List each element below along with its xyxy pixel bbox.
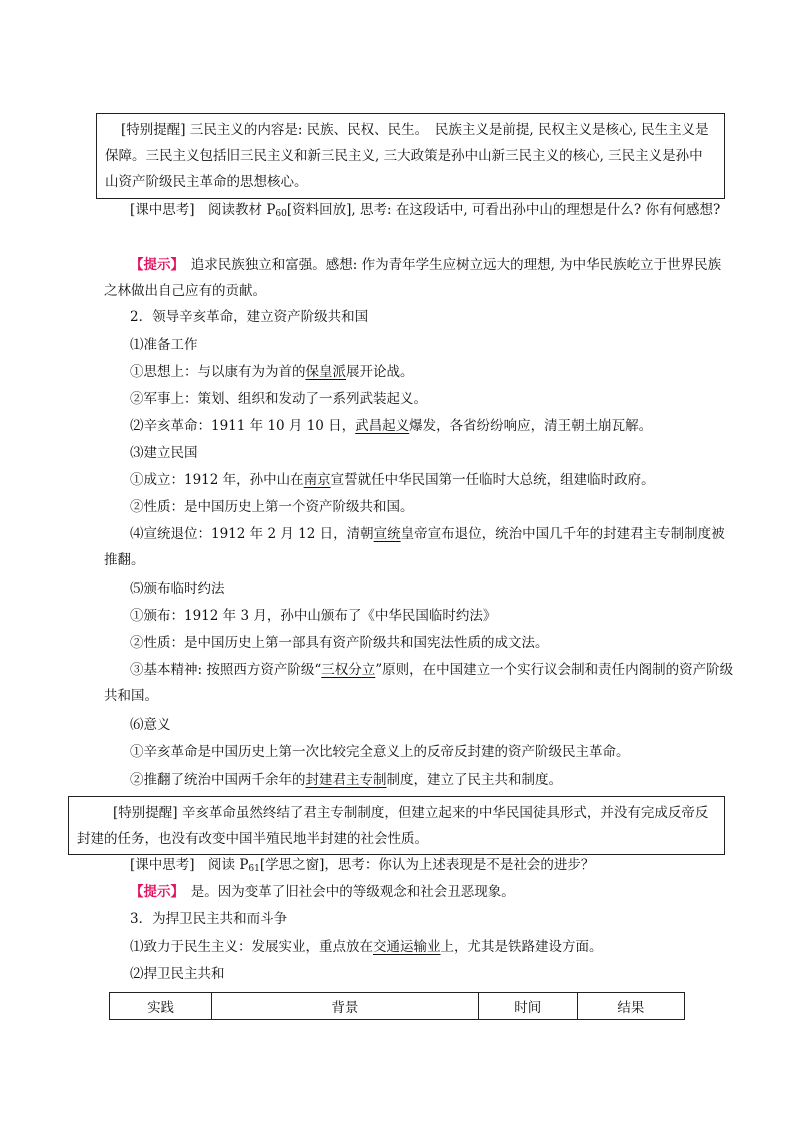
s2-p6: ⑹意义 [130, 717, 171, 733]
s2-p1a: ①思想上：与以康有为为首的保皇派展开论战。 [130, 364, 414, 380]
hint-tag: 【提示】 [130, 257, 178, 273]
s2-p3: ⑶建立民国 [130, 445, 198, 461]
s3-p2: ⑵捍卫民主共和 [130, 966, 225, 982]
class-thinking-2: [课中思考] 阅读 $P_{61}$[学思之窗]，思考：你认为上述表现是不是社会的进步？ [130, 857, 595, 874]
table-header-result: 结果 [577, 993, 684, 1020]
s2-p5: ⑸颁布临时约法 [130, 581, 225, 597]
special-note-text: 三民主义的内容是: 民族、民权、民生。 民族主义是前提, 民权主义是核心, 民生主义是保障。三民主义包括旧三民主义和新三民主义, 三大政策是孙中山新三民主义的核心, 三民主义是孙中山资产阶级民主革命的思想核心。 [105, 122, 709, 190]
s2-p2: ⑵辛亥革命：1911 年 10 月 10 日，武昌起义爆发，各省纷纷响应，清王朝土崩瓦解。 [130, 418, 653, 434]
hint-tag-2: 【提示】 [130, 884, 178, 900]
special-note-box-2 [68, 796, 725, 855]
table-header-practice: 实践 [110, 993, 212, 1020]
s2-p4: ⑷宣统退位：1912 年 2 月 12 日，清朝宣统皇帝宣布退位，统治中国几千年的封建君主专制制度被推翻。 [104, 526, 725, 568]
class-thinking-1: [课中思考] 阅读教材 $P_{60}$[资料回放], 思考: 在这段话中, 可看出孙中山的理想是什么? 你有何感想? [130, 202, 721, 219]
s3-p1: ⑴致力于民生主义：发展实业，重点放在交通运输业上，尤其是铁路建设方面。 [130, 939, 603, 955]
s2-p1: ⑴准备工作 [130, 337, 198, 353]
special-note-tag: [特别提醒] [121, 122, 186, 138]
thinking-tag-2: [课中思考] [130, 857, 195, 873]
struggle-table [109, 992, 685, 1020]
table-header-background: 背景 [212, 993, 479, 1020]
s2-p5c: ③基本精神: 按照西方资产阶级“三权分立”原则，在中国建立一个实行议会制和责任内阁制的资产阶级共和国。 [104, 662, 734, 704]
hint-1: 【提示】 追求民族独立和富强。感想: 作为青年学生应树立远大的理想, 为中华民族屹立于世界民族之林做出自己应有的贡献。 [104, 257, 722, 299]
table-header-time: 时间 [478, 993, 577, 1020]
s2-p3a: ①成立：1912 年，孙中山在南京宣誓就任中华民国第一任临时大总统，组建临时政府。 [130, 472, 655, 488]
table-header-row [110, 993, 685, 1020]
s2-p3b: ②性质：是中国历史上第一个资产阶级共和国。 [130, 499, 414, 515]
section-2-title: 2．领导辛亥革命，建立资产阶级共和国 [130, 309, 369, 325]
special-note-text-2: 辛亥革命虽然终结了君主专制制度，但建立起来的中华民国徒具形式，并没有完成反帝反封建的任务，也没有改变中国半殖民地半封建的社会性质。 [77, 805, 709, 847]
section-3-title: 3．为捍卫民主共和而斗争 [130, 911, 288, 927]
special-note-box [96, 113, 725, 199]
s2-p6a: ①辛亥革命是中国历史上第一次比较完全意义上的反帝反封建的资产阶级民主革命。 [130, 744, 630, 760]
thinking-tag: [课中思考] [130, 202, 195, 218]
hint-2: 【提示】 是。因为变革了旧社会中的等级观念和社会丑恶现象。 [130, 884, 515, 900]
special-note-tag-2: [特别提醒] [113, 805, 178, 821]
s2-p5b: ②性质：是中国历史上第一部具有资产阶级共和国宪法性质的成文法。 [130, 635, 549, 651]
s2-p6b: ②推翻了统治中国两千余年的封建君主专制制度，建立了民主共和制度。 [130, 772, 562, 788]
s2-p5a: ①颁布：1912 年 3 月，孙中山颁布了《中华民国临时约法》 [130, 608, 497, 624]
s2-p1b: ②军事上：策划、组织和发动了一系列武装起义。 [130, 391, 427, 407]
